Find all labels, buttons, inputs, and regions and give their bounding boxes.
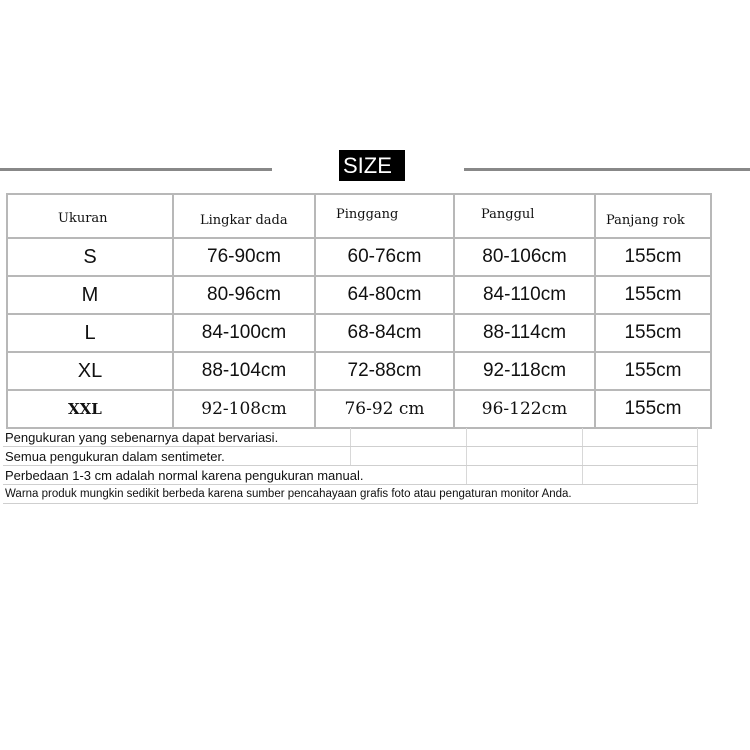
note-text: Perbedaan 1-3 cm adalah normal karena pengukuran manual. (3, 466, 466, 485)
skirt-length-cell: 155cm (595, 352, 711, 390)
table-row (7, 352, 711, 390)
note-row (3, 466, 697, 485)
chest-cell: 80-96cm (173, 276, 315, 314)
hip-cell: 92-118cm (454, 352, 595, 390)
skirt-length-cell: 155cm (595, 390, 711, 428)
note-text: Semua pengukuran dalam sentimeter. (3, 447, 350, 466)
note-row (3, 447, 697, 466)
chest-cell: 84-100cm (173, 314, 315, 352)
header-rule-left (0, 168, 272, 171)
hip-cell: 84-110cm (454, 276, 595, 314)
table-row (7, 238, 711, 276)
size-cell: L (7, 314, 173, 352)
table-row (7, 276, 711, 314)
note-row (3, 485, 697, 504)
column-header-size: Ukuran (7, 194, 173, 238)
waist-cell: 72-88cm (315, 352, 454, 390)
column-header-hip: Panggul (454, 194, 595, 238)
column-header-waist: Pinggang (315, 194, 454, 238)
skirt-length-cell: 155cm (595, 314, 711, 352)
waist-cell: 60-76cm (315, 238, 454, 276)
hip-cell: 80-106cm (454, 238, 595, 276)
table-row (7, 390, 711, 428)
chest-cell: 88-104cm (173, 352, 315, 390)
skirt-length-cell: 155cm (595, 276, 711, 314)
hip-cell: 96-122cm (454, 390, 595, 428)
notes-table (3, 428, 698, 504)
size-title: SIZE (339, 150, 405, 181)
column-header-skirt-length: Panjang rok (595, 194, 711, 238)
size-chart-table (6, 193, 712, 429)
table-header-row (7, 194, 711, 238)
size-cell: XXL (7, 390, 173, 428)
waist-cell: 68-84cm (315, 314, 454, 352)
note-text: Warna produk mungkin sedikit berbeda karena sumber pencahayaan grafis foto atau pengaturan monitor Anda. (3, 485, 697, 504)
size-cell: M (7, 276, 173, 314)
hip-cell: 88-114cm (454, 314, 595, 352)
table-row (7, 314, 711, 352)
waist-cell: 64-80cm (315, 276, 454, 314)
waist-cell: 76-92 cm (315, 390, 454, 428)
header-rule-right (464, 168, 750, 171)
size-cell: XL (7, 352, 173, 390)
skirt-length-cell: 155cm (595, 238, 711, 276)
column-header-chest: Lingkar dada (173, 194, 315, 238)
note-text: Pengukuran yang sebenarnya dapat bervariasi. (3, 428, 350, 447)
size-cell: S (7, 238, 173, 276)
note-row (3, 428, 697, 447)
chest-cell: 76-90cm (173, 238, 315, 276)
chest-cell: 92-108cm (173, 390, 315, 428)
